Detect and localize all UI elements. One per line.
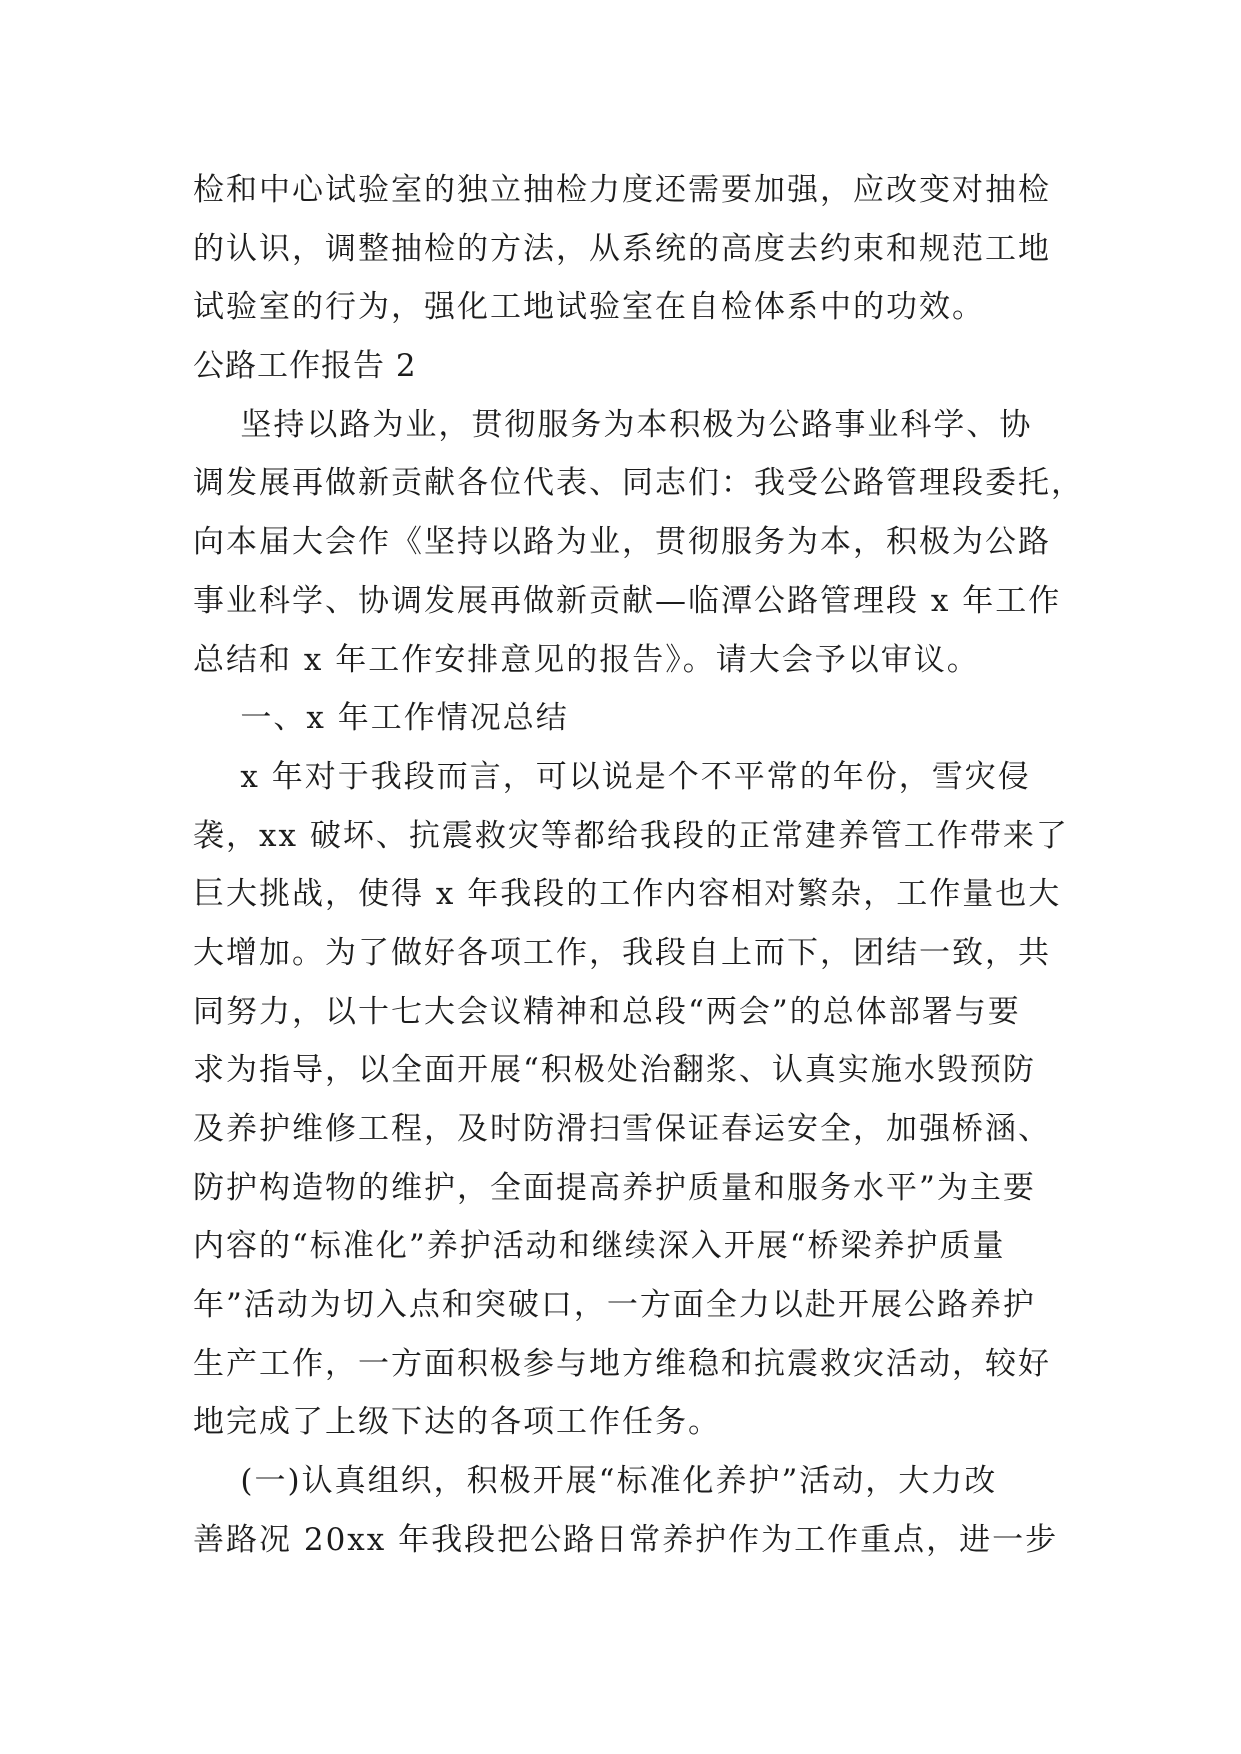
text-line: 袭，xx 破坏、抗震救灾等都给我段的正常建养管工作带来了 <box>193 817 1069 854</box>
text-line: 内容的“标准化”养护活动和继续深入开展“桥梁养护质量 <box>193 1228 1006 1265</box>
body-text <box>193 161 1084 1570</box>
text-line: 调发展再做新贡献各位代表、同志们：我受公路管理段委托， <box>193 465 1084 502</box>
text-line: (一)认真组织，积极开展“标准化养护”活动，大力改 <box>193 1463 998 1500</box>
text-line: 求为指导，以全面开展“积极处治翻浆、认真实施水毁预防 <box>193 1052 1036 1089</box>
text-line: 年”活动为切入点和突破口，一方面全力以赴开展公路养护 <box>193 1287 1036 1324</box>
text-line: 地完成了上级下达的各项工作任务。 <box>193 1404 721 1441</box>
text-line: 防护构造物的维护，全面提高养护质量和服务水平”为主要 <box>193 1169 1036 1206</box>
text-line: 同努力，以十七大会议精神和总段“两会”的总体部署与要 <box>193 993 1021 1030</box>
section-title: 公路工作报告 2 <box>193 348 417 385</box>
text-line: 总结和 x 年工作安排意见的报告》。请大会予以审议。 <box>193 641 980 678</box>
section-heading: 一、x 年工作情况总结 <box>193 700 569 737</box>
text-line: 向本届大会作《坚持以路为业，贯彻服务为本，积极为公路 <box>193 524 1051 561</box>
text-line: 试验室的行为，强化工地试验室在自检体系中的功效。 <box>193 289 985 326</box>
text-line: 巨大挑战，使得 x 年我段的工作内容相对繁杂，工作量也大 <box>193 876 1062 913</box>
text-line: 检和中心试验室的独立抽检力度还需要加强，应改变对抽检 <box>193 172 1051 208</box>
text-line: 善路况 20xx 年我段把公路日常养护作为工作重点，进一步 <box>193 1521 1059 1558</box>
text-line: 生产工作，一方面积极参与地方维稳和抗震救灾活动，较好 <box>193 1345 1051 1382</box>
text-line: 坚持以路为业，贯彻服务为本积极为公路事业科学、协 <box>193 406 1033 443</box>
text-line: 的认识，调整抽检的方法，从系统的高度去约束和规范工地 <box>193 230 1051 267</box>
text-line: x 年对于我段而言，可以说是个不平常的年份，雪灾侵 <box>193 758 1031 795</box>
text-line: 大增加。为了做好各项工作，我段自上而下，团结一致，共 <box>193 934 1051 971</box>
text-line: 及养护维修工程，及时防滑扫雪保证春运安全，加强桥涵、 <box>193 1111 1051 1147</box>
text-line: 事业科学、协调发展再做新贡献—临潭公路管理段 x 年工作 <box>193 582 1062 619</box>
